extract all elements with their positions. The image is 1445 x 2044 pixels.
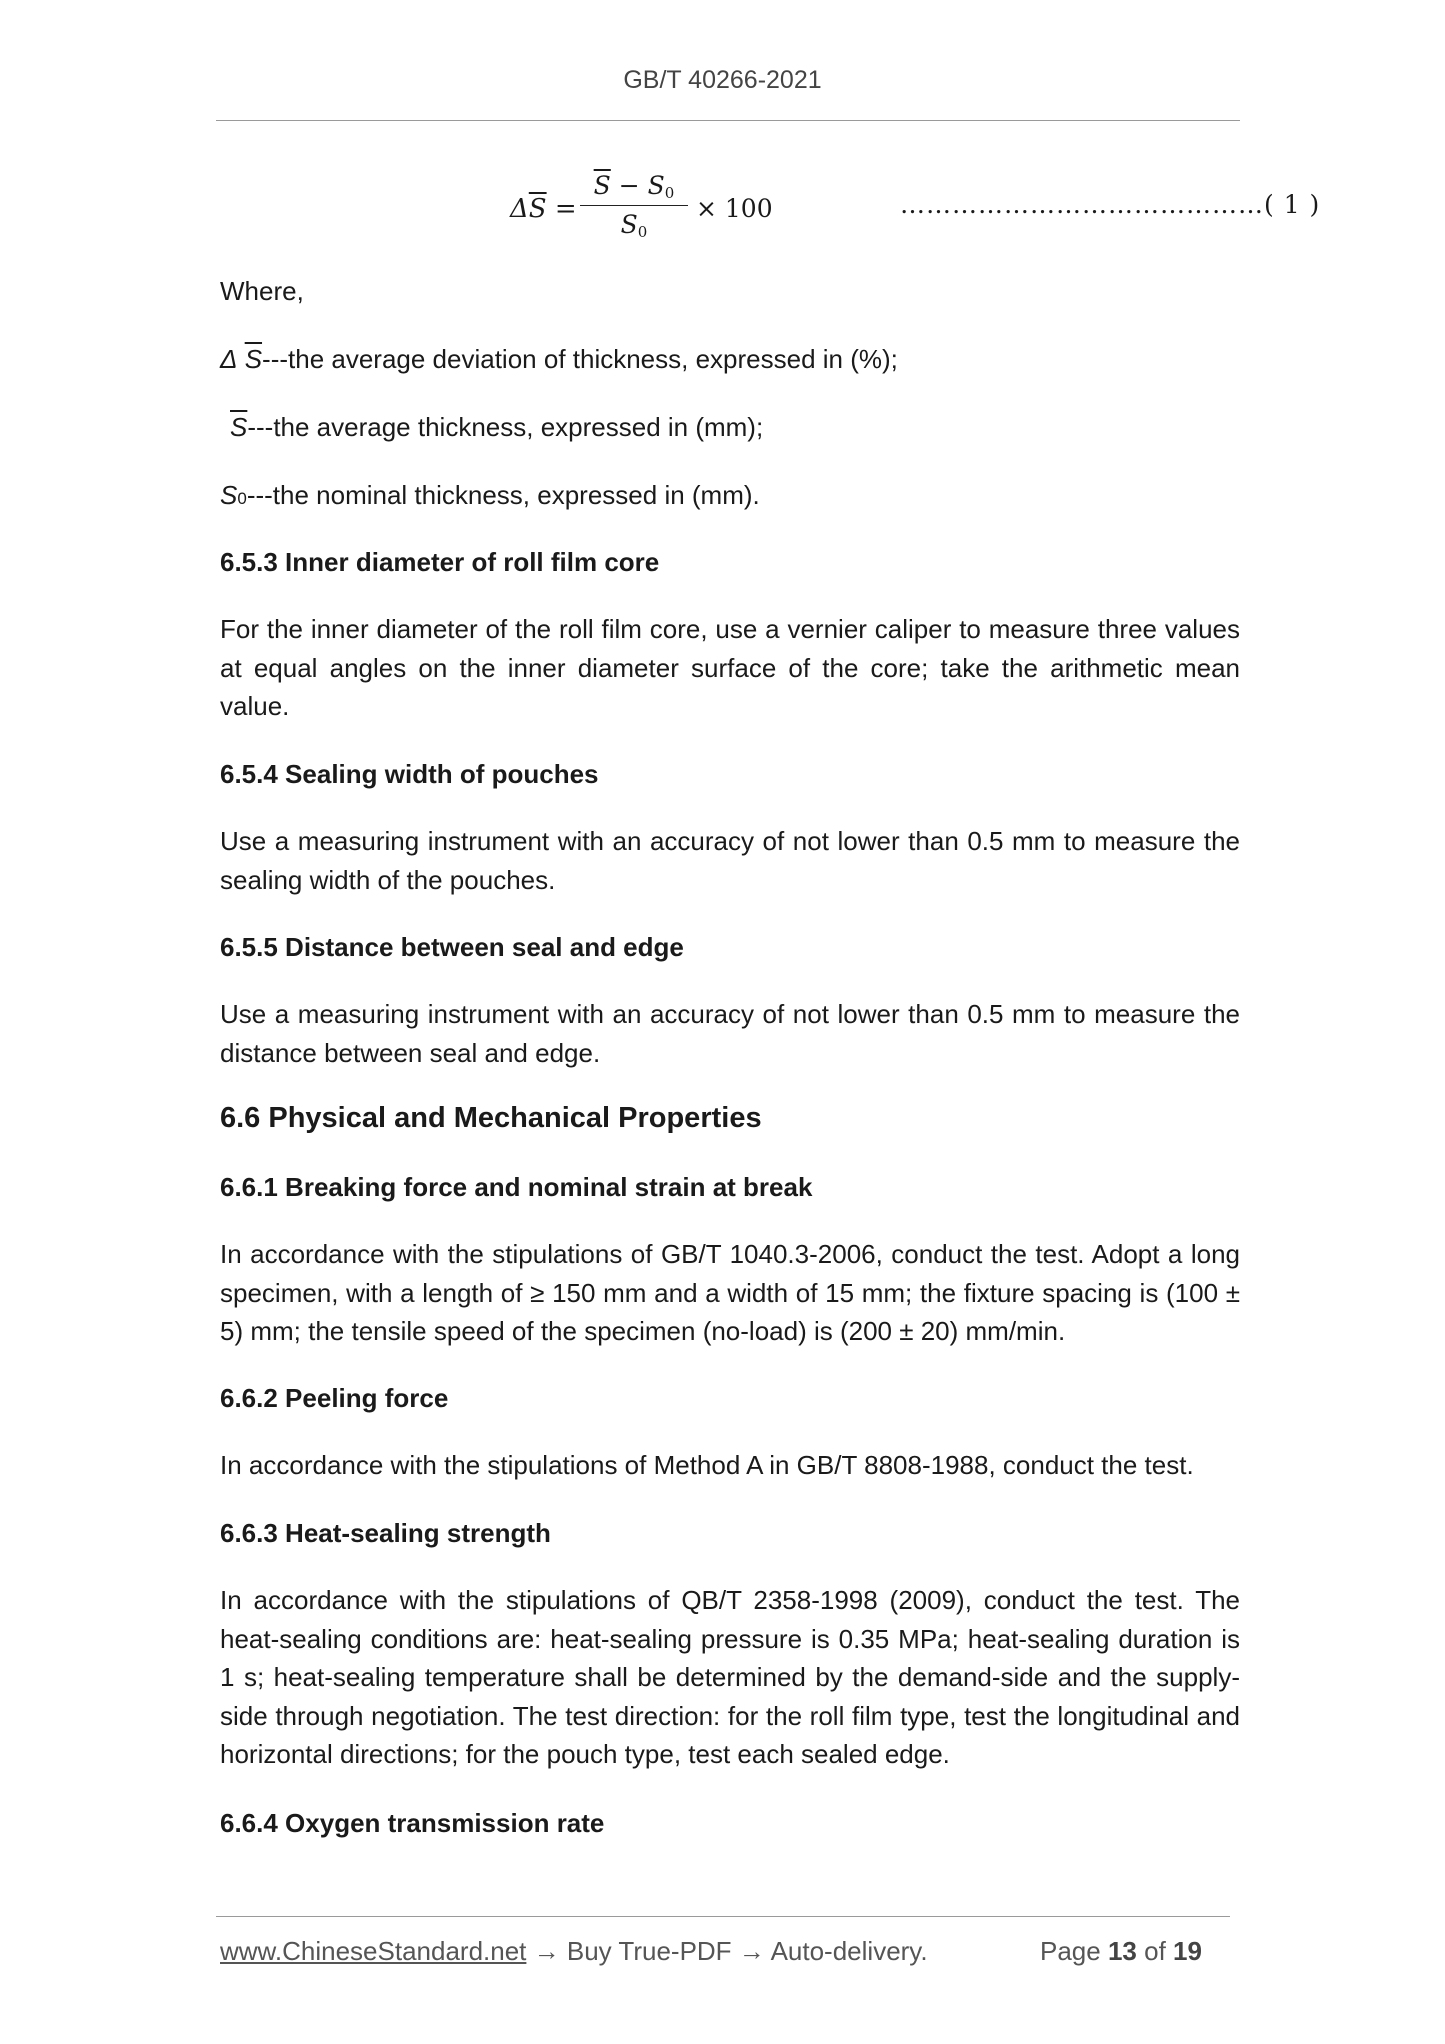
heading-6-6-1: 6.6.1 Breaking force and nominal strain at break [220, 1172, 813, 1202]
def3-symbol: S [220, 480, 238, 510]
formula-denominator [578, 207, 690, 243]
paragraph-6-5-5: Use a measuring instrument with an accuracy of not lower than 0.5 mm to measure the distance between seal and edge. [220, 999, 1240, 1068]
document-id-header: GB/T 40266-2021 [623, 66, 822, 94]
page-label: Page [1040, 1936, 1101, 1966]
def1-text: ---the average deviation of thickness, expressed in (%); [262, 344, 898, 374]
def1-symbol: $\overline{S}$ [244, 344, 263, 374]
def3-text: ---the nominal thickness, expressed in (mm). [246, 480, 760, 510]
def2-symbol: $\overline{S}$ [230, 412, 248, 442]
website-link[interactable]: www.ChineseStandard.net [220, 1936, 527, 1966]
where-label: Where, [220, 276, 304, 306]
page-total: 19 [1173, 1936, 1202, 1966]
heading-6-5-4: 6.5.4 Sealing width of pouches [220, 759, 599, 789]
paragraph-6-6-3: In accordance with the stipulations of QB/T 2358-1998 (2009), conduct the test. The heat-sealing conditions are: heat-sealing pressure is 0.35 MPa; heat-sealing duration is 1 s; heat-sealing temperature shall be determined by the demand-side and the supply-side through negotiation. The test direction: for the roll film type, test the longitudinal and horizontal directions; for the pouch type, test each sealed edge. [220, 1585, 1240, 1769]
formula-lhs [510, 194, 577, 224]
paragraph-6-6-2: In accordance with the stipulations of Method A in GB/T 8808-1988, conduct the test. [220, 1450, 1194, 1480]
def3-subscript: 0 [237, 489, 247, 508]
heading-6-6-2: 6.6.2 Peeling force [220, 1383, 449, 1413]
fraction-bar [580, 205, 688, 206]
formula-equals: = [554, 194, 577, 224]
heading-6-6: 6.6 Physical and Mechanical Properties [220, 1102, 762, 1134]
formula-s-bar: $\overline{S}$ [528, 194, 547, 224]
page-indicator [1040, 1936, 1202, 1967]
heading-6-6-3: 6.6.3 Heat-sealing strength [220, 1518, 551, 1548]
numerator-minus: − [618, 171, 640, 200]
paragraph-6-5-4: Use a measuring instrument with an accuracy of not lower than 0.5 mm to measure the sealing width of the pouches. [220, 826, 1240, 895]
footer-divider [216, 1916, 1230, 1917]
definition-nominal-thickness [220, 476, 1240, 519]
paragraph-6-5-3: For the inner diameter of the roll film core, use a vernier caliper to measure three values at equal angles on the inner diameter surface of the core; take the arithmetic mean value. [220, 614, 1240, 721]
formula-fraction [578, 168, 690, 243]
heading-6-6-4: 6.6.4 Oxygen transmission rate [220, 1808, 605, 1838]
header-divider [216, 120, 1240, 121]
definition-avg-thickness [230, 408, 1250, 447]
heading-6-5-5: 6.5.5 Distance between seal and edge [220, 932, 684, 962]
formula-delta: Δ [510, 194, 529, 224]
numerator-s-bar: $\overline{S}$ [593, 171, 611, 200]
paragraph-6-6-1: In accordance with the stipulations of GB/T 1040.3-2006, conduct the test. Adopt a long specimen, with a length of ≥ 150 mm and a width of 15 mm; the fixture spacing is (100 ± 5) mm; the tensile speed of the specimen (no-load) is (200 ± 20) mm/min. [220, 1239, 1240, 1346]
def2-text: ---the average thickness, expressed in (mm); [247, 412, 764, 442]
footer-promo-text: → Buy True-PDF → Auto-delivery. [526, 1936, 928, 1966]
heading-6-5-3: 6.5.3 Inner diameter of roll film core [220, 547, 660, 577]
footer-promo [220, 1936, 928, 1967]
of-label: of [1144, 1936, 1166, 1966]
definition-avg-deviation [220, 340, 1240, 379]
formula-times-100: × 100 [696, 194, 773, 223]
numerator-s0: S [647, 171, 665, 200]
denominator-s0-sub: 0 [637, 223, 648, 241]
numerator-s0-sub: 0 [664, 184, 675, 202]
def1-delta: Δ [220, 344, 238, 374]
equation-number: ……………………………………( 1 ) [900, 190, 1321, 219]
page-number: 13 [1107, 1936, 1137, 1966]
formula-numerator [578, 168, 690, 204]
denominator-s0: S [620, 210, 638, 239]
